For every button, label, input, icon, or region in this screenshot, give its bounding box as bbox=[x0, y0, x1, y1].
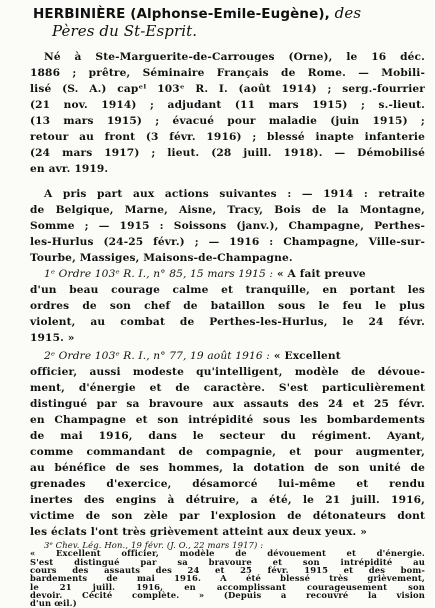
entry-name: HERBINIÈRE bbox=[33, 6, 126, 22]
citation-2-line: ment, d'énergie et de caractère. S'est particulièrement bbox=[30, 382, 425, 394]
entry-heading bbox=[33, 4, 428, 23]
citation-1-label: 1ᵉ Ordre 103ᵉ R. I., n° 85, 15 mars 1915 : bbox=[44, 268, 274, 280]
citation-1-line: violent, au combat de Perthes-les-Hurlus, le 24 févr. bbox=[30, 316, 425, 328]
citation-2-line: de mai 1916, dans le secteur du régiment. Ayant, bbox=[30, 430, 425, 442]
bio-line: lisé (S. A.) capᵉˡ 103ᵉ R. I. (août 1914) ; serg.-fourrier bbox=[30, 83, 425, 95]
actions-line: de Belgique, Marne, Aisne, Tracy, Bois de la Montagne, bbox=[30, 204, 425, 216]
citation-3-line: d'un œil.) bbox=[30, 598, 77, 608]
bio-line: (24 mars 1917) ; lieut. (28 juill. 1918). — Démobilisé bbox=[30, 147, 425, 159]
citation-3-line: « Excellent officier, modèle de dévouement et d'énergie. bbox=[30, 548, 425, 559]
actions-line: Somme ; — 1915 : Soissons (janv.), Champagne, Perthes- bbox=[30, 220, 425, 232]
bio-line: en avr. 1919. bbox=[30, 163, 109, 175]
citation-2-line: victime de son zèle par l'explosion de détonateurs dont bbox=[30, 510, 425, 522]
citation-3-line: devoir. Cécité complète. » (Depuis a recouvré la vision bbox=[30, 589, 425, 600]
citation-3-label: 3ᵉ Chev. Lég. Hon., 19 févr. (J. O., 22 mars 1917) : bbox=[44, 540, 264, 550]
citation-3-line: bardements de mai 1916. A été blessé très grièvement, bbox=[30, 573, 425, 584]
citation-2-line: officier, aussi modeste qu'intelligent, modèle de dévoue- bbox=[30, 366, 425, 378]
citation-2-first-line bbox=[44, 350, 425, 363]
citation-2-line: en Champagne et son intrépidité sous les bombardements bbox=[30, 414, 425, 426]
bio-line: (13 mars 1915) ; évacué pour maladie (juin 1915) ; bbox=[30, 115, 425, 127]
entry-affiliation: Pères du St-Esprit. bbox=[52, 22, 198, 40]
bio-line: 1886 ; prêtre, Séminaire Français de Rome. — Mobili- bbox=[30, 67, 425, 79]
citation-2-line: inertes des engins à détruire, a été, le 21 juill. 1916, bbox=[30, 494, 425, 506]
citation-3-line: S'est distingué par sa bravoure et son intrépidité au bbox=[30, 556, 425, 567]
citation-1-first-line bbox=[44, 268, 425, 281]
citation-2-line: les éclats l'ont très grièvement atteint aux deux yeux. » bbox=[30, 526, 367, 538]
citation-1-line: ordres de son chef de bataillon sous le feu le plus bbox=[30, 300, 425, 312]
citation-2-text: « Excellent bbox=[273, 350, 341, 362]
citation-3-line: cours des assauts des 24 et 25 févr. 1915 et des bom- bbox=[30, 564, 425, 575]
citation-1-line: d'un beau courage calme et tranquille, en portant les bbox=[30, 284, 425, 296]
citation-2-line: comme commandant de compagnie, et pour augmenter, bbox=[30, 446, 425, 458]
bio-line: Né à Ste-Marguerite-de-Carrouges (Orne), le 16 déc. bbox=[44, 51, 425, 63]
actions-line: Tourbe, Massiges, Maisons-de-Champagne. bbox=[30, 252, 293, 264]
citation-2-line: au bénéfice de ses hommes, la dotation de son unité de bbox=[30, 462, 425, 474]
citation-2-label: 2ᵉ Ordre 103ᵉ R. I., n° 77, 19 août 1916 : bbox=[44, 350, 271, 362]
actions-line: les-Hurlus (24-25 févr.) ; — 1916 : Champagne, Ville-sur- bbox=[30, 236, 425, 248]
citation-2-line: distingué par sa bravoure aux assauts des 24 et 25 févr. bbox=[30, 398, 425, 410]
actions-line: A pris part aux actions suivantes : — 1914 : retraite bbox=[44, 188, 425, 200]
entry-forenames: (Alphonse-Emile-Eugène), bbox=[130, 6, 330, 22]
bio-line: retour au front (3 févr. 1916) ; blessé inapte infanterie bbox=[30, 131, 425, 143]
citation-1-line: 1915. » bbox=[30, 332, 75, 344]
citation-3-line: le 21 juill. 1916, en accomplissant courageusement son bbox=[30, 581, 425, 592]
entry-affiliation-start: des bbox=[334, 4, 362, 22]
bio-line: (21 nov. 1914) ; adjudant (11 mars 1915) ; s.-lieut. bbox=[30, 99, 425, 111]
entry-heading-continued bbox=[52, 22, 435, 41]
citation-1-text: « A fait preuve bbox=[276, 268, 366, 280]
citation-2-line: grenades d'exercice, désamorcé lui-même et rendu bbox=[30, 478, 425, 490]
